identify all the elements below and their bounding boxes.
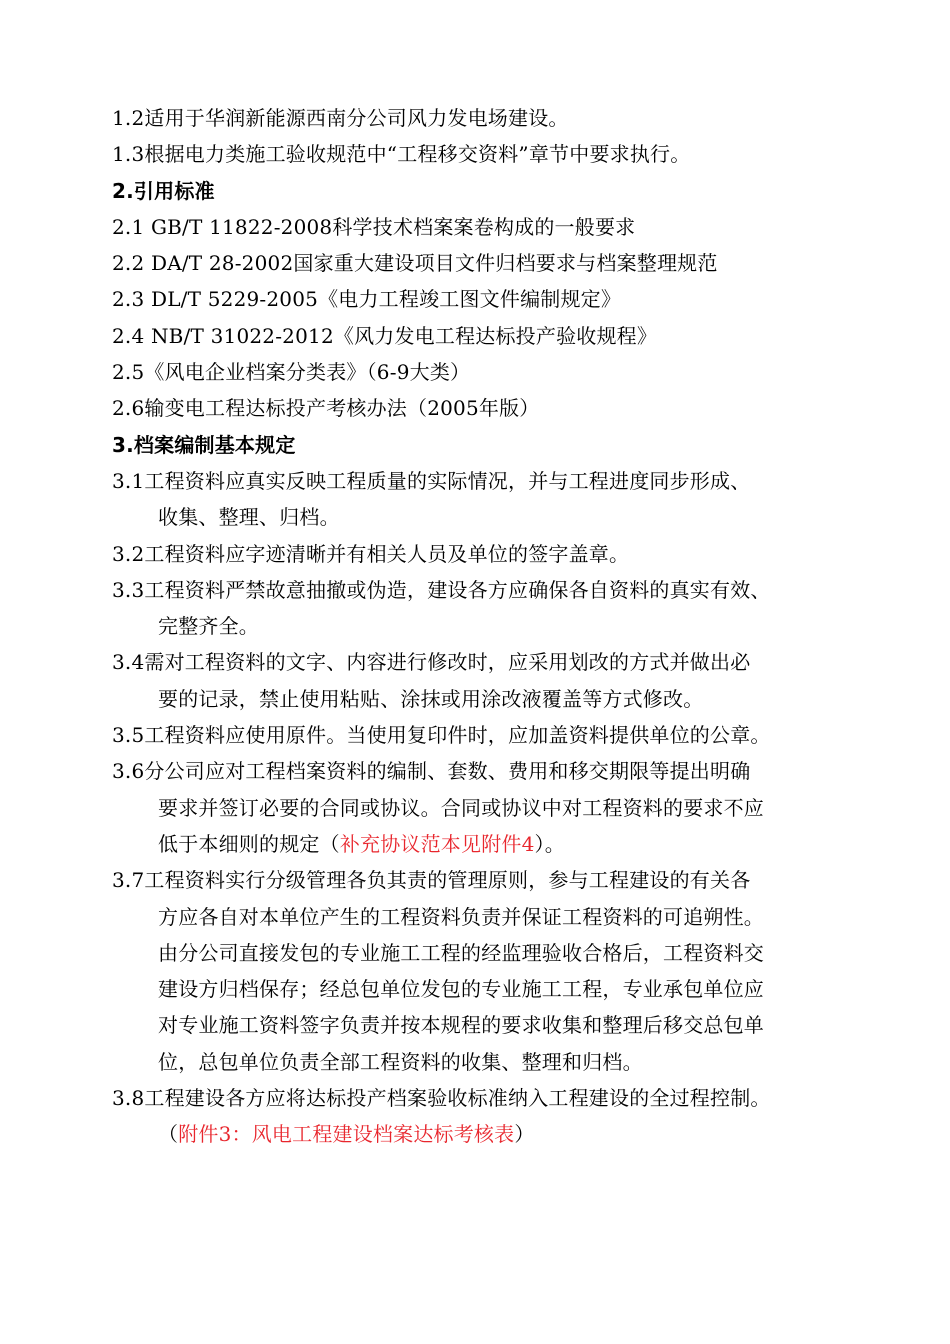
clause-item: 3.2工程资料应字迹清晰并有相关人员及单位的签字盖章。	[112, 541, 630, 566]
clause-item: 3.3工程资料严禁故意抽撤或伪造，建设各方应确保各自资料的真实有效、	[112, 577, 771, 602]
clause-item: 3.6分公司应对工程档案资料的编制、套数、费用和移交期限等提出明确	[112, 759, 751, 784]
paragraph-continuation	[112, 1116, 842, 1152]
paragraph-continuation: 由分公司直接发包的专业施工工程的经监理验收合格后，工程资料交	[158, 940, 764, 965]
clause-item: 2.2 DA/T 28-2002国家重大建设项目文件归档要求与档案整理规范	[112, 251, 718, 276]
paragraph-continuation: 完整齐全。	[158, 614, 259, 639]
clause-item: 3.4需对工程资料的文字、内容进行修改时，应采用划改的方式并做出必	[112, 650, 751, 675]
text-segment: ）	[514, 1122, 535, 1147]
paragraph-continuation	[112, 826, 842, 862]
clause-item: 3.7工程资料实行分级管理各负其责的管理原则，参与工程建设的有关各	[112, 868, 751, 893]
text-segment: （	[158, 1122, 179, 1147]
clause-item: 2.4 NB/T 31022-2012《风力发电工程达标投产验收规程》	[112, 323, 658, 348]
section-heading: 3.档案编制基本规定	[112, 432, 296, 457]
paragraph-continuation: 要求并签订必要的合同或协议。合同或协议中对工程资料的要求不应	[158, 795, 764, 820]
clause-item: 1.3根据电力类施工验收规范中“工程移交资料”章节中要求执行。	[112, 142, 691, 167]
text-segment: ）。	[534, 831, 565, 856]
clause-item: 3.1工程资料应真实反映工程质量的实际情况，并与工程进度同步形成、	[112, 468, 751, 493]
paragraph-continuation: 收集、整理、归档。	[158, 505, 340, 530]
clause-item: 2.1 GB/T 11822-2008科学技术档案案卷构成的一般要求	[112, 214, 636, 239]
document-body	[112, 100, 842, 1153]
clause-item: 3.5工程资料应使用原件。当使用复印件时，应加盖资料提供单位的公章。	[112, 723, 771, 748]
paragraph-continuation: 方应各自对本单位产生的工程资料负责并保证工程资料的可追朔性。	[158, 904, 764, 929]
clause-item: 2.5《风电企业档案分类表》（6-9大类）	[112, 360, 471, 385]
highlighted-reference: 附件3：风电工程建设档案达标考核表	[178, 1122, 515, 1147]
section-heading: 2.引用标准	[112, 178, 215, 203]
clause-item: 1.2适用于华润新能源西南分公司风力发电场建设。	[112, 106, 569, 130]
clause-item: 2.6输变电工程达标投产考核办法（2005年版）	[112, 396, 540, 421]
text-segment: 低于本细则的规定（	[158, 831, 340, 856]
highlighted-reference: 补充协议范本见附件4	[339, 831, 535, 856]
paragraph-continuation: 要的记录，禁止使用粘贴、涂抹或用涂改液覆盖等方式修改。	[158, 686, 704, 711]
paragraph-continuation: 位，总包单位负责全部工程资料的收集、整理和归档。	[158, 1049, 643, 1074]
paragraph-continuation: 建设方归档保存；经总包单位发包的专业施工工程，专业承包单位应	[158, 977, 764, 1002]
clause-item: 3.8工程建设各方应将达标投产档案验收标准纳入工程建设的全过程控制。	[112, 1086, 771, 1111]
paragraph-continuation: 对专业施工资料签字负责并按本规程的要求收集和整理后移交总包单	[158, 1013, 764, 1038]
clause-item: 2.3 DL/T 5229-2005《电力工程竣工图文件编制规定》	[112, 287, 622, 312]
